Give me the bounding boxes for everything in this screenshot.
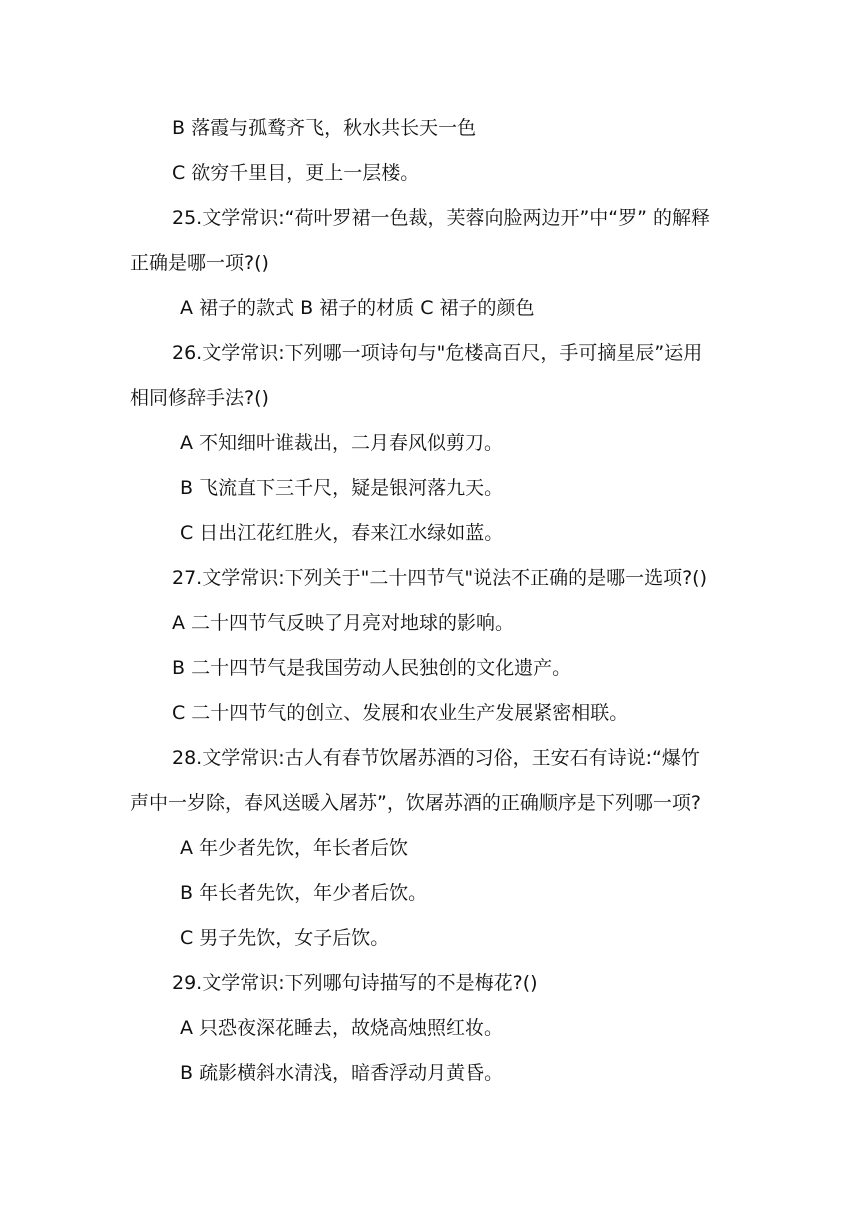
question-27-text: 27.文学常识:下列关于"二十四节气"说法不正确的是哪一选项?(): [172, 567, 708, 589]
option-line: B 二十四节气是我国劳动人民独创的文化遗产。: [172, 657, 572, 679]
text-line: 相同修辞手法?(): [130, 387, 269, 409]
option-line: C 日出江花红胜火，春来江水绿如蓝。: [180, 522, 504, 544]
question-26-text: 26.文学常识:下列哪一项诗句与"危楼高百尺，手可摘星辰”运用: [172, 342, 703, 364]
option-line: A 年少者先饮，年长者后饮: [180, 837, 409, 859]
option-line: A 裙子的款式 B 裙子的材质 C 裙子的颜色: [180, 297, 535, 319]
option-line: C 男子先饮，女子后饮。: [180, 927, 390, 949]
question-28-text: 28.文学常识:古人有春节饮屠苏酒的习俗，王安石有诗说:“爆竹: [172, 747, 700, 769]
question-29-text: 29.文学常识:下列哪句诗描写的不是梅花?(): [172, 972, 538, 994]
text-line: C 欲穷千里目，更上一层楼。: [172, 162, 420, 184]
option-line: A 不知细叶谁裁出，二月春风似剪刀。: [180, 432, 504, 454]
option-line: B 疏影横斜水清浅，暗香浮动月黄昏。: [180, 1062, 504, 1084]
question-25-text: 25.文学常识:“荷叶罗裙一色裁，芙蓉向脸两边开”中“罗” 的解释: [172, 207, 711, 229]
option-line: A 二十四节气反映了月亮对地球的影响。: [172, 612, 515, 634]
text-line: 声中一岁除，春风送暖入屠苏”，饮屠苏酒的正确顺序是下列哪一项?: [130, 792, 701, 814]
option-line: C 二十四节气的创立、发展和农业生产发展紧密相联。: [172, 702, 629, 724]
option-line: B 年长者先饮，年少者后饮。: [180, 882, 428, 904]
text-line: 正确是哪一项?(): [130, 252, 269, 274]
text-line: B 落霞与孤鹜齐飞，秋水共长天一色: [172, 117, 477, 139]
option-line: A 只恐夜深花睡去，故烧高烛照红妆。: [180, 1017, 504, 1039]
option-line: B 飞流直下三千尺，疑是银河落九天。: [180, 477, 504, 499]
